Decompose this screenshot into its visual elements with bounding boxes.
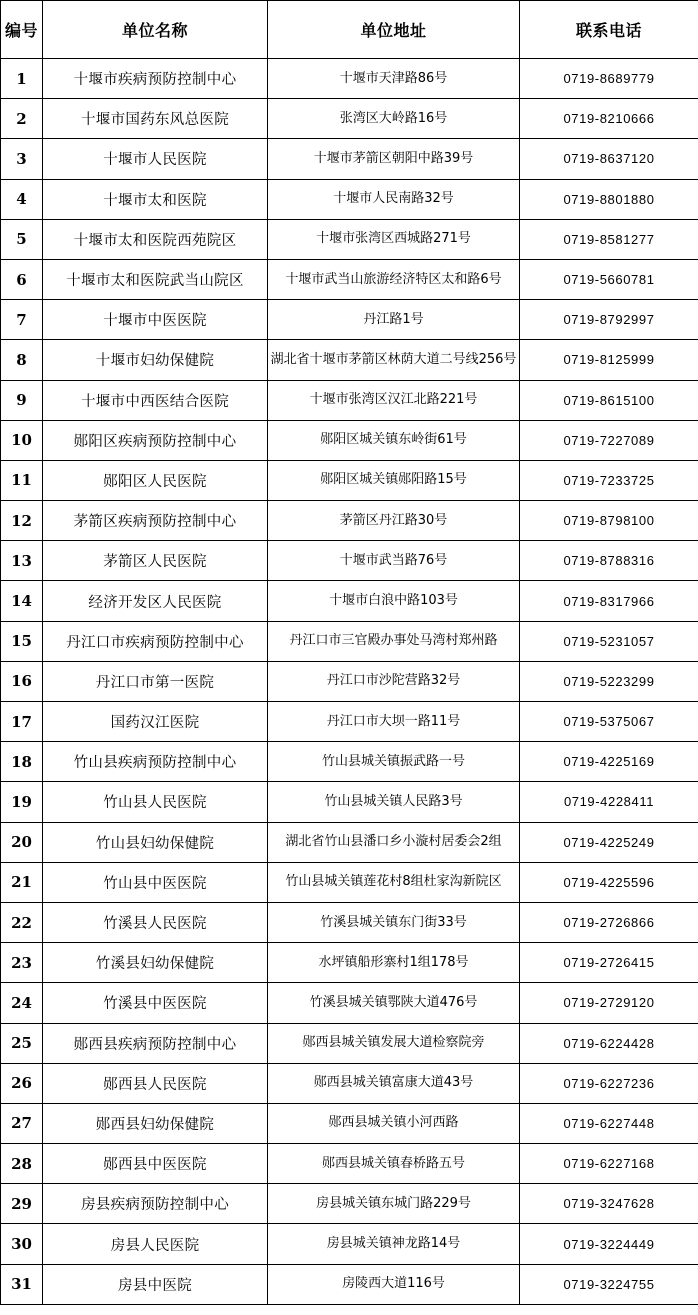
table-row	[1, 1224, 698, 1264]
cell-name: 十堰市太和医院武当山院区	[43, 259, 268, 299]
cell-address: 丹江口市大坝一路11号	[268, 702, 520, 742]
cell-name: 十堰市太和医院	[43, 179, 268, 219]
cell-phone: 0719-2726415	[520, 943, 698, 983]
cell-address: 十堰市武当山旅游经济特区太和路6号	[268, 259, 520, 299]
cell-name: 竹山县妇幼保健院	[43, 822, 268, 862]
cell-address: 丹江口市沙陀营路32号	[268, 661, 520, 701]
cell-phone: 0719-8788316	[520, 541, 698, 581]
cell-name: 房县人民医院	[43, 1224, 268, 1264]
cell-phone: 0719-3247628	[520, 1184, 698, 1224]
cell-name: 房县疾病预防控制中心	[43, 1184, 268, 1224]
cell-phone: 0719-8798100	[520, 501, 698, 541]
cell-phone: 0719-4225596	[520, 862, 698, 902]
cell-name: 竹溪县妇幼保健院	[43, 943, 268, 983]
cell-address: 郧阳区城关镇郧阳路15号	[268, 460, 520, 500]
cell-address: 竹溪县城关镇鄂陕大道476号	[268, 983, 520, 1023]
cell-id: 26	[1, 1063, 43, 1103]
cell-address: 湖北省十堰市茅箭区林荫大道二号线256号	[268, 340, 520, 380]
table-row	[1, 621, 698, 661]
cell-address: 房县城关镇东城门路229号	[268, 1184, 520, 1224]
cell-address: 湖北省竹山县潘口乡小漩村居委会2组	[268, 822, 520, 862]
cell-phone: 0719-5375067	[520, 702, 698, 742]
table-row	[1, 661, 698, 701]
table-row	[1, 1184, 698, 1224]
cell-name: 十堰市中西医结合医院	[43, 380, 268, 420]
table-body	[1, 59, 698, 1305]
cell-phone: 0719-6224428	[520, 1023, 698, 1063]
cell-address: 十堰市张湾区汉江北路221号	[268, 380, 520, 420]
cell-id: 16	[1, 661, 43, 701]
table-row	[1, 1144, 698, 1184]
cell-address: 郧西县城关镇发展大道检察院旁	[268, 1023, 520, 1063]
cell-address: 竹山县城关镇莲花村8组杜家沟新院区	[268, 862, 520, 902]
cell-name: 竹山县中医医院	[43, 862, 268, 902]
table-row	[1, 59, 698, 99]
cell-id: 12	[1, 501, 43, 541]
cell-phone: 0719-6227236	[520, 1063, 698, 1103]
cell-id: 5	[1, 219, 43, 259]
table-row	[1, 702, 698, 742]
table-row	[1, 1264, 698, 1304]
cell-name: 郧西县妇幼保健院	[43, 1103, 268, 1143]
cell-name: 十堰市妇幼保健院	[43, 340, 268, 380]
table-row	[1, 862, 698, 902]
table-row	[1, 219, 698, 259]
cell-id: 3	[1, 139, 43, 179]
cell-phone: 0719-8689779	[520, 59, 698, 99]
header-phone: 联系电话	[520, 1, 698, 59]
cell-phone: 0719-8637120	[520, 139, 698, 179]
cell-id: 22	[1, 902, 43, 942]
cell-phone: 0719-8317966	[520, 581, 698, 621]
cell-phone: 0719-3224755	[520, 1264, 698, 1304]
table-row	[1, 501, 698, 541]
header-row	[1, 1, 698, 59]
cell-phone: 0719-6227448	[520, 1103, 698, 1143]
cell-address: 张湾区大岭路16号	[268, 99, 520, 139]
table-row	[1, 983, 698, 1023]
cell-phone: 0719-5223299	[520, 661, 698, 701]
table-row	[1, 1103, 698, 1143]
cell-address: 房县城关镇神龙路14号	[268, 1224, 520, 1264]
cell-name: 郧西县疾病预防控制中心	[43, 1023, 268, 1063]
cell-address: 竹山县城关镇人民路3号	[268, 782, 520, 822]
cell-id: 17	[1, 702, 43, 742]
cell-address: 十堰市张湾区西城路271号	[268, 219, 520, 259]
cell-id: 9	[1, 380, 43, 420]
cell-name: 竹山县人民医院	[43, 782, 268, 822]
table-row	[1, 460, 698, 500]
cell-phone: 0719-2729120	[520, 983, 698, 1023]
cell-id: 23	[1, 943, 43, 983]
cell-id: 15	[1, 621, 43, 661]
cell-phone: 0719-4225249	[520, 822, 698, 862]
cell-phone: 0719-8581277	[520, 219, 698, 259]
cell-address: 十堰市天津路86号	[268, 59, 520, 99]
cell-id: 6	[1, 259, 43, 299]
cell-address: 十堰市白浪中路103号	[268, 581, 520, 621]
cell-id: 7	[1, 300, 43, 340]
table-row	[1, 782, 698, 822]
table-row	[1, 420, 698, 460]
table-row	[1, 1023, 698, 1063]
cell-name: 竹溪县人民医院	[43, 902, 268, 942]
cell-name: 竹山县疾病预防控制中心	[43, 742, 268, 782]
cell-phone: 0719-8615100	[520, 380, 698, 420]
cell-phone: 0719-3224449	[520, 1224, 698, 1264]
cell-id: 10	[1, 420, 43, 460]
cell-id: 8	[1, 340, 43, 380]
cell-phone: 0719-5231057	[520, 621, 698, 661]
table-row	[1, 822, 698, 862]
cell-address: 丹江口市三官殿办事处马湾村郑州路	[268, 621, 520, 661]
cell-phone: 0719-6227168	[520, 1144, 698, 1184]
cell-address: 丹江路1号	[268, 300, 520, 340]
cell-id: 4	[1, 179, 43, 219]
header-id: 编号	[1, 1, 43, 59]
table-row	[1, 380, 698, 420]
table-row	[1, 1063, 698, 1103]
cell-address: 房陵西大道116号	[268, 1264, 520, 1304]
cell-phone: 0719-8125999	[520, 340, 698, 380]
cell-phone: 0719-5660781	[520, 259, 698, 299]
cell-name: 郧阳区疾病预防控制中心	[43, 420, 268, 460]
cell-name: 郧西县中医医院	[43, 1144, 268, 1184]
cell-id: 31	[1, 1264, 43, 1304]
cell-phone: 0719-7233725	[520, 460, 698, 500]
cell-phone: 0719-8792997	[520, 300, 698, 340]
cell-phone: 0719-2726866	[520, 902, 698, 942]
table-row	[1, 179, 698, 219]
cell-address: 茅箭区丹江路30号	[268, 501, 520, 541]
cell-name: 十堰市中医医院	[43, 300, 268, 340]
cell-name: 十堰市国药东风总医院	[43, 99, 268, 139]
cell-address: 郧阳区城关镇东岭街61号	[268, 420, 520, 460]
cell-name: 丹江口市第一医院	[43, 661, 268, 701]
table-row	[1, 943, 698, 983]
table-row	[1, 259, 698, 299]
table-row	[1, 742, 698, 782]
cell-name: 经济开发区人民医院	[43, 581, 268, 621]
cell-phone: 0719-8210666	[520, 99, 698, 139]
cell-id: 29	[1, 1184, 43, 1224]
header-name: 单位名称	[43, 1, 268, 59]
cell-name: 十堰市人民医院	[43, 139, 268, 179]
cell-address: 郧西县城关镇富康大道43号	[268, 1063, 520, 1103]
cell-address: 郧西县城关镇春桥路五号	[268, 1144, 520, 1184]
cell-address: 十堰市人民南路32号	[268, 179, 520, 219]
cell-name: 丹江口市疾病预防控制中心	[43, 621, 268, 661]
cell-id: 21	[1, 862, 43, 902]
cell-id: 27	[1, 1103, 43, 1143]
table-row	[1, 340, 698, 380]
cell-address: 水坪镇船形寨村1组178号	[268, 943, 520, 983]
table-row	[1, 99, 698, 139]
cell-id: 1	[1, 59, 43, 99]
cell-id: 30	[1, 1224, 43, 1264]
cell-name: 十堰市太和医院西苑院区	[43, 219, 268, 259]
table-header	[1, 1, 698, 59]
cell-id: 13	[1, 541, 43, 581]
cell-name: 房县中医院	[43, 1264, 268, 1304]
cell-name: 竹溪县中医医院	[43, 983, 268, 1023]
cell-id: 25	[1, 1023, 43, 1063]
cell-id: 28	[1, 1144, 43, 1184]
cell-id: 24	[1, 983, 43, 1023]
cell-address: 郧西县城关镇小河西路	[268, 1103, 520, 1143]
table-row	[1, 902, 698, 942]
header-address: 单位地址	[268, 1, 520, 59]
cell-phone: 0719-4225169	[520, 742, 698, 782]
cell-id: 18	[1, 742, 43, 782]
cell-address: 竹溪县城关镇东门街33号	[268, 902, 520, 942]
cell-id: 11	[1, 460, 43, 500]
cell-name: 茅箭区疾病预防控制中心	[43, 501, 268, 541]
table-row	[1, 139, 698, 179]
cell-address: 十堰市武当路76号	[268, 541, 520, 581]
cell-address: 竹山县城关镇振武路一号	[268, 742, 520, 782]
table-row	[1, 300, 698, 340]
table-row	[1, 581, 698, 621]
cell-address: 十堰市茅箭区朝阳中路39号	[268, 139, 520, 179]
cell-name: 十堰市疾病预防控制中心	[43, 59, 268, 99]
cell-name: 国药汉江医院	[43, 702, 268, 742]
cell-id: 14	[1, 581, 43, 621]
cell-phone: 0719-4228411	[520, 782, 698, 822]
table-row	[1, 541, 698, 581]
cell-id: 19	[1, 782, 43, 822]
cell-id: 2	[1, 99, 43, 139]
cell-name: 茅箭区人民医院	[43, 541, 268, 581]
cell-name: 郧阳区人民医院	[43, 460, 268, 500]
cell-phone: 0719-8801880	[520, 179, 698, 219]
cell-phone: 0719-7227089	[520, 420, 698, 460]
cell-name: 郧西县人民医院	[43, 1063, 268, 1103]
cell-id: 20	[1, 822, 43, 862]
